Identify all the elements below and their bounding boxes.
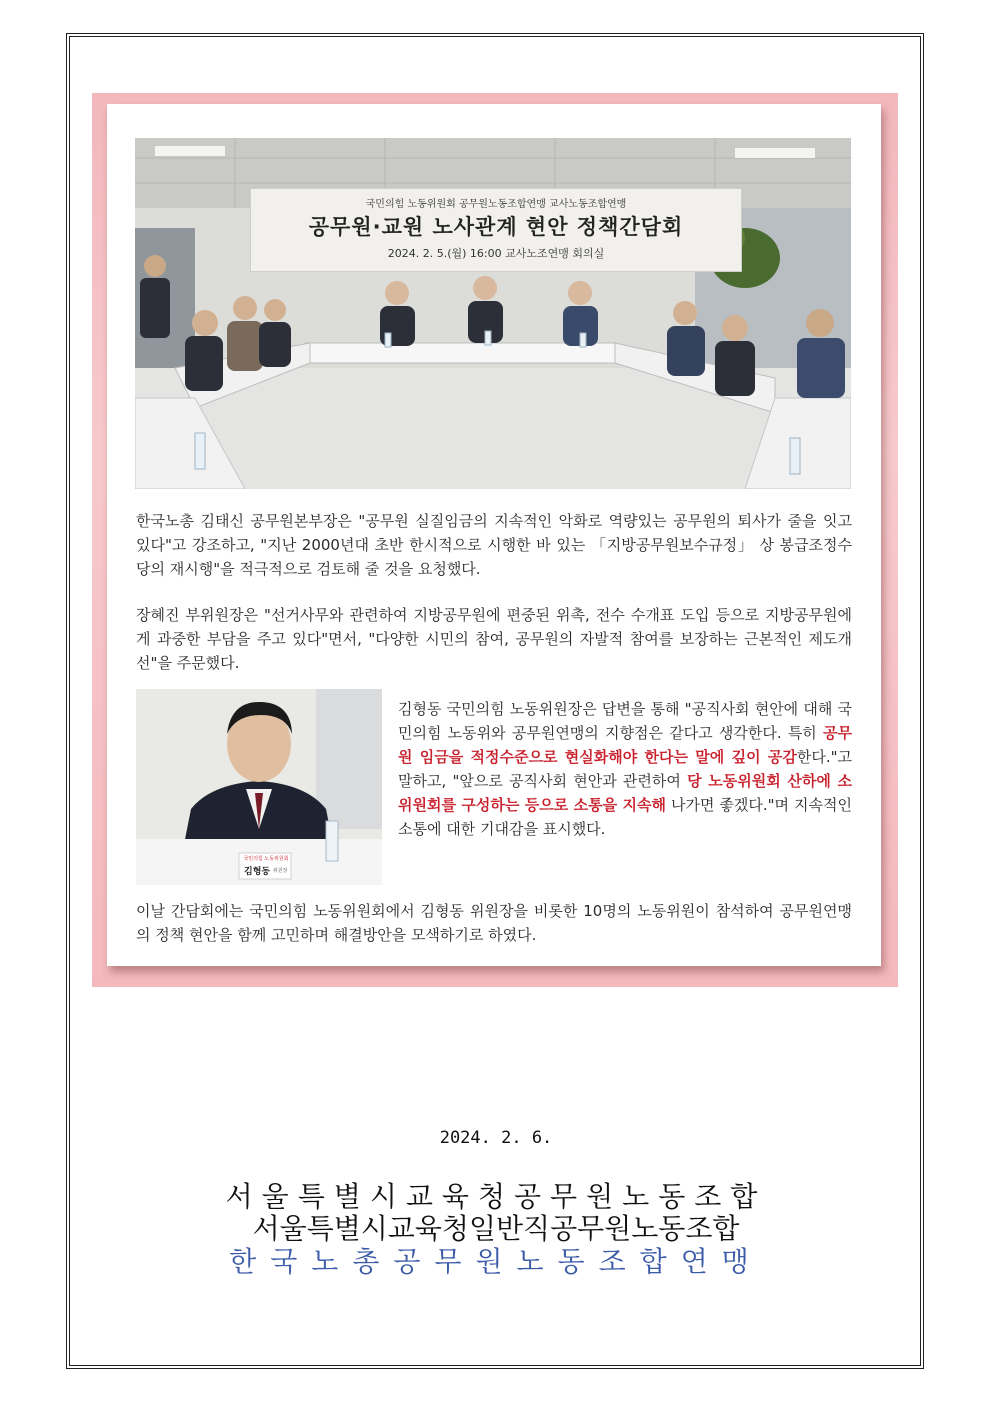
paragraph-1: 한국노총 김태신 공무원본부장은 "공무원 실질임금의 지속적인 악화로 역량있는 공무원의 퇴사가 줄을 잇고 있다"고 강조하고, "지난 2000년대 초반 한시적으로 시행한 바 있는 「지방공무원보수규정」 상 봉급조정수당의 재시행"을 적극적으로 검토해 줄 것을 요청했다.	[136, 512, 852, 578]
paragraph-2: 장혜진 부위원장은 "선거사무와 관련하여 지방공무원에 편중된 위촉, 전수 수개표 도입 등으로 지방공무원에게 과중한 부담을 주고 있다"면서, "다양한 시민의 참여, 공무원의 자발적 참여를 보장하는 근본적인 제도개선"을 주문했다.	[136, 606, 852, 672]
org-seoul-edu-union: 서울특별시교육청공무원노동조합	[225, 1180, 767, 1213]
paragraph-3-part-c: 나가면 좋겠다."며 지속적인 소통에 대한 기대감을 표시했다.	[398, 796, 852, 838]
meeting-photo	[135, 138, 851, 489]
event-banner	[250, 188, 742, 272]
paragraph-3-part-a: 김형동 국민의힘 노동위원장은 답변을 통해 "공직사회 현안에 대해 국민의힘 노동위와 공무원연맹의 지향점은 같다고 생각한다. 특히	[398, 700, 852, 742]
banner-organizations: 국민의힘 노동위원회 공무원노동조합연맹 교사노동조합연맹	[365, 199, 627, 210]
nameplate-org: 국민의힘 노동위원회	[243, 856, 289, 862]
nameplate-title: 위원장	[273, 868, 288, 874]
nameplate-name: 김형동	[244, 867, 271, 877]
highlight-subcommittee: 당 노동위원회 산하에 소위원회를 구성하는 등으로 소통을 지속해	[398, 772, 852, 814]
paragraph-4: 이날 간담회에는 국민의힘 노동위원회에서 김형동 위원장을 비롯한 10명의 노동위원이 참석하여 공무원연맹의 정책 현안을 함께 고민하며 해결방안을 모색하기로 하였다.	[136, 902, 852, 944]
issue-date: 2024. 2. 6.	[439, 1128, 553, 1148]
paragraph-3	[398, 697, 852, 841]
speaker-photo	[136, 689, 382, 885]
org-seoul-edu-general-union: 서울특별시교육청일반직공무원노동조합	[252, 1212, 740, 1245]
banner-title: 공무원·교원 노사관계 현안 정책간담회	[308, 215, 684, 239]
org-fkt-federation: 한국노총공무원노동조합연맹	[229, 1245, 763, 1278]
paragraph-3-part-b: 한다."고 말하고, "앞으로 공직사회 현안과 관련하여	[398, 748, 852, 790]
highlight-wage-empathy: 공무원 임금을 적정수준으로 현실화해야 한다는 말에 깊이 공감	[398, 724, 852, 766]
banner-subtitle: 2024. 2. 5.(월) 16:00 교사노조연맹 회의실	[387, 247, 605, 260]
